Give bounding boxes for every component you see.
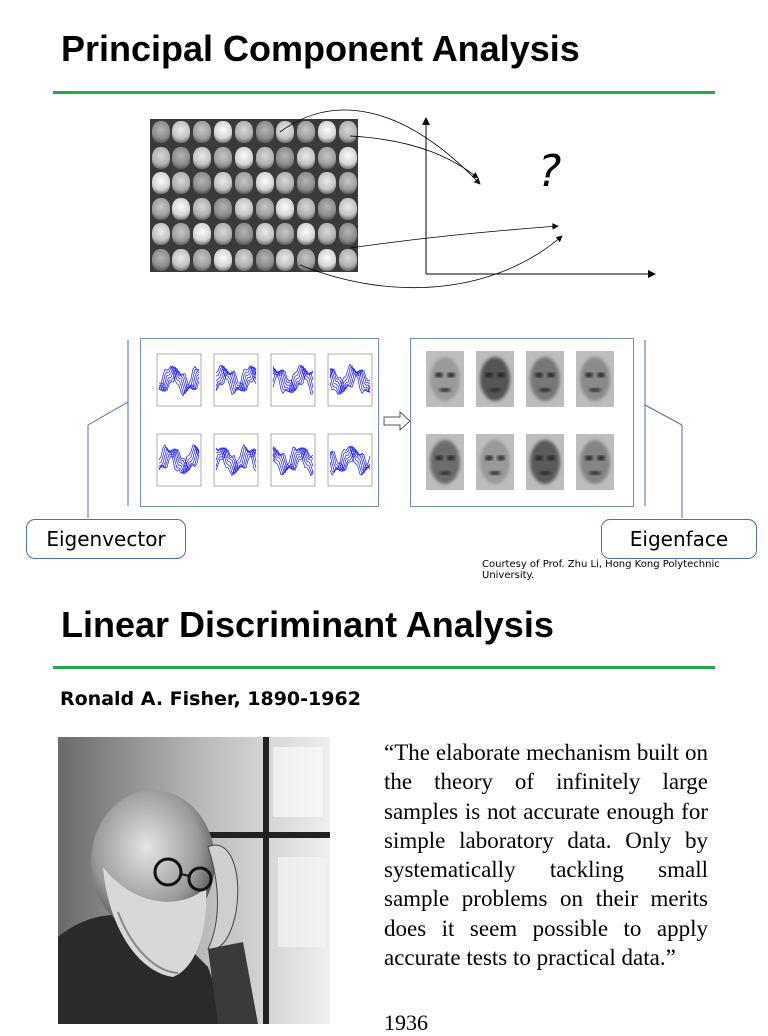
quote-year: 1936 — [384, 1010, 428, 1035]
eigenface-image — [426, 434, 464, 490]
eigenface-image — [426, 351, 464, 407]
eigenface-callout: Eigenface — [601, 519, 757, 559]
eigenface-image — [526, 434, 564, 490]
lda-title-divider — [53, 666, 715, 669]
fisher-quote: “The elaborate mechanism built on the theory of infinitely large samples is not accurate enough for simple laboratory data. Only by systematically tackling small sample problems on their merits does it seem possible to apply accurate tests to practical data.” — [384, 740, 708, 971]
panel-brackets — [0, 330, 768, 530]
eigenface-image — [476, 351, 514, 407]
eigenface-image — [526, 351, 564, 407]
question-mark: ? — [538, 146, 562, 197]
courtesy-note: Courtesy of Prof. Zhu Li, Hong Kong Polytechnic University. — [482, 559, 720, 581]
mapping-arrow — [300, 236, 562, 288]
eigenfaces-panel — [410, 338, 634, 507]
pca-title: Principal Component Analysis — [61, 28, 580, 69]
eigenface-image — [576, 351, 614, 407]
lda-title: Linear Discriminant Analysis — [61, 604, 554, 645]
fisher-heading: Ronald A. Fisher, 1890-1962 — [60, 688, 361, 710]
projection-diagram — [0, 0, 768, 330]
eigenvector-callout: Eigenvector — [26, 519, 186, 559]
eigenface-image — [476, 434, 514, 490]
fisher-portrait — [58, 737, 330, 1024]
mapping-arrow — [350, 136, 478, 178]
mapping-arrow — [280, 110, 480, 184]
eigenface-image — [576, 434, 614, 490]
mapping-arrow — [350, 226, 558, 248]
